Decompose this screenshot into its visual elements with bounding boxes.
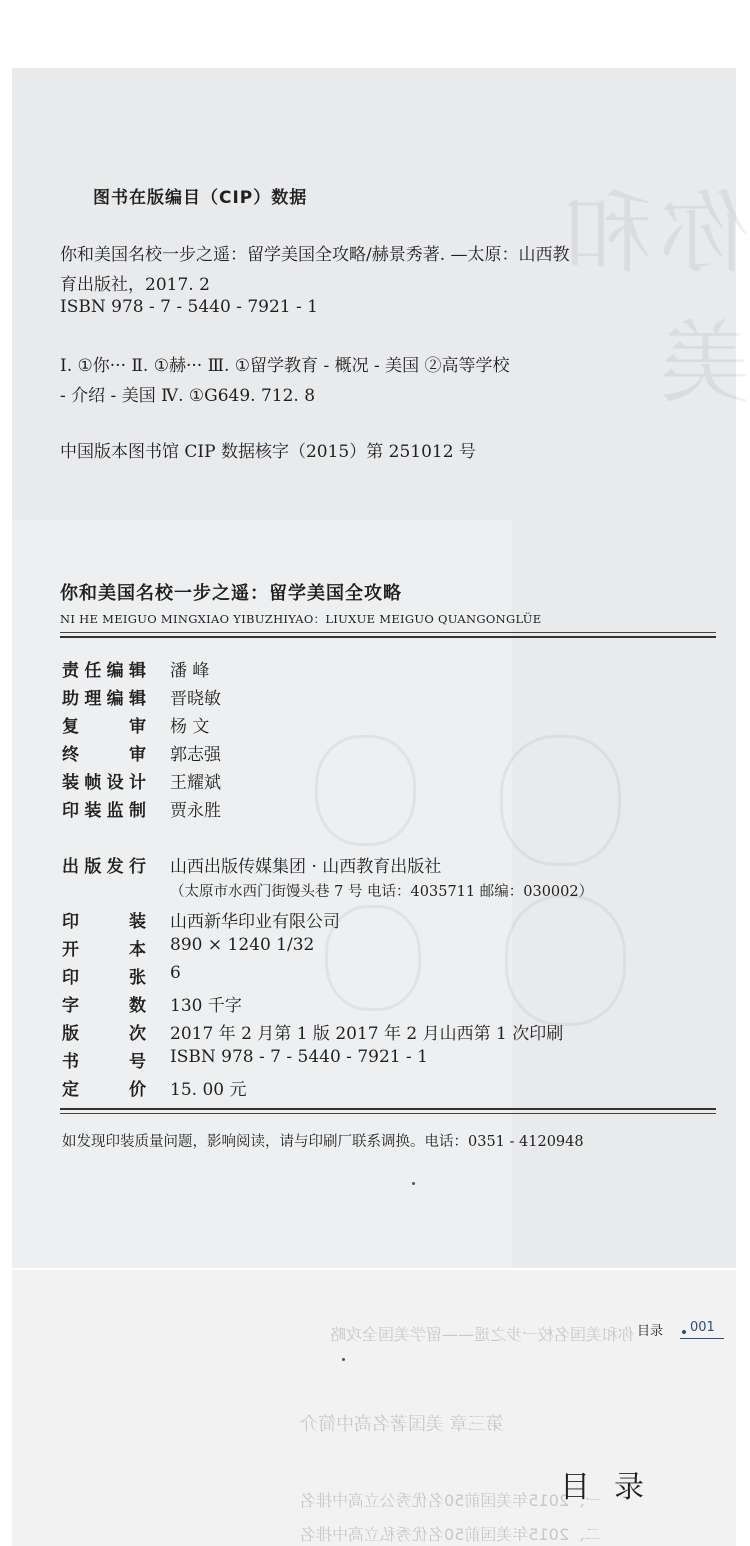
credit-value: 贾永胜 [170,801,221,821]
spec-value: 6 [170,963,181,983]
book-title: 你和美国名校一步之遥：留学美国全攻略 [60,583,402,604]
spec-label: 书 号 [62,1052,146,1072]
credit-label: 印 装 监 制 [62,801,146,821]
spec-value: ISBN 978 - 7 - 5440 - 7921 - 1 [170,1047,428,1067]
show-through-seal [315,735,416,846]
cip-line: 育出版社，2017. 2 [60,275,210,295]
show-through-cover-art: 你和美 [554,181,750,416]
divider [60,636,716,638]
credit-label: 助 理 编 辑 [62,689,146,709]
show-through-seal [505,895,626,1026]
spec-label: 印 张 [62,968,146,988]
credit-label: 责 任 编 辑 [62,661,146,681]
spec-value: 890 × 1240 1/32 [170,935,315,955]
show-through-text: 一、2015年美国前50名优秀公立高中排名 [300,1491,602,1510]
book-title-pinyin: NI HE MEIGUO MINGXIAO YIBUZHIYAO：LIUXUE MEIGUO QUANGONGLÜE [60,612,542,626]
spec-value: 130 千字 [170,996,242,1016]
cip-heading: 图书在版编目（CIP）数据 [93,188,308,208]
show-through-seal [500,735,621,866]
cip-record-number: 中国版本图书馆 CIP 数据核字（2015）第 251012 号 [60,442,476,462]
running-header-rule [680,1338,724,1339]
divider [60,1113,716,1114]
credit-label: 装 帧 设 计 [62,773,146,793]
quality-notice: 如发现印装质量问题，影响阅读，请与印刷厂联系调换。电话：0351 - 4120948 [62,1134,584,1150]
toc-title: 目录 [560,1470,668,1505]
publisher-name: 山西出版传媒集团 · 山西教育出版社 [170,857,442,877]
credit-value: 王耀斌 [170,773,221,793]
spec-label: 版 次 [62,1024,146,1044]
running-header-page-number: 001 [690,1320,715,1335]
cip-classification: - 介绍 - 美国 Ⅳ. ①G649. 712. 8 [60,386,316,406]
running-header-label: 目录 [637,1324,664,1339]
scan-speck [342,1358,345,1361]
scan-speck [412,1182,415,1185]
credit-value: 潘 峰 [170,661,210,681]
spec-label: 印 装 [62,912,146,932]
credit-value: 郭志强 [170,745,221,765]
cip-classification: Ⅰ. ①你··· Ⅱ. ①赫··· Ⅲ. ①留学教育 - 概况 - 美国 ②高等学校 [60,356,510,376]
credit-label: 复 审 [62,717,146,737]
show-through-text: 二、2015年美国前50名优秀私立高中排名 [300,1525,602,1544]
spec-label: 字 数 [62,996,146,1016]
divider [60,1108,716,1110]
cip-isbn: ISBN 978 - 7 - 5440 - 7921 - 1 [60,297,318,317]
cip-line: 你和美国名校一步之遥：留学美国全攻略/赫景秀著. —太原：山西教 [60,245,570,265]
credit-value: 杨 文 [170,717,210,737]
credit-value: 晋晓敏 [170,689,221,709]
show-through-text: 你和美国名校一步之遥——留学美国全攻略 [330,1325,635,1344]
spec-value: 2017 年 2 月第 1 版 2017 年 2 月山西第 1 次印刷 [170,1024,564,1044]
publisher-label: 出 版 发 行 [62,857,146,877]
show-through-text: 第三章 美国著名高中简介 [300,1414,504,1435]
spec-label: 定 价 [62,1080,146,1100]
divider [60,632,716,633]
running-header-dot [682,1330,686,1334]
spec-value: 山西新华印业有限公司 [170,912,340,932]
spec-label: 开 本 [62,940,146,960]
credit-label: 终 审 [62,745,146,765]
publisher-address: （太原市水西门街馒头巷 7 号 电话：4035711 邮编：030002） [170,884,594,900]
spec-value: 15. 00 元 [170,1080,247,1100]
